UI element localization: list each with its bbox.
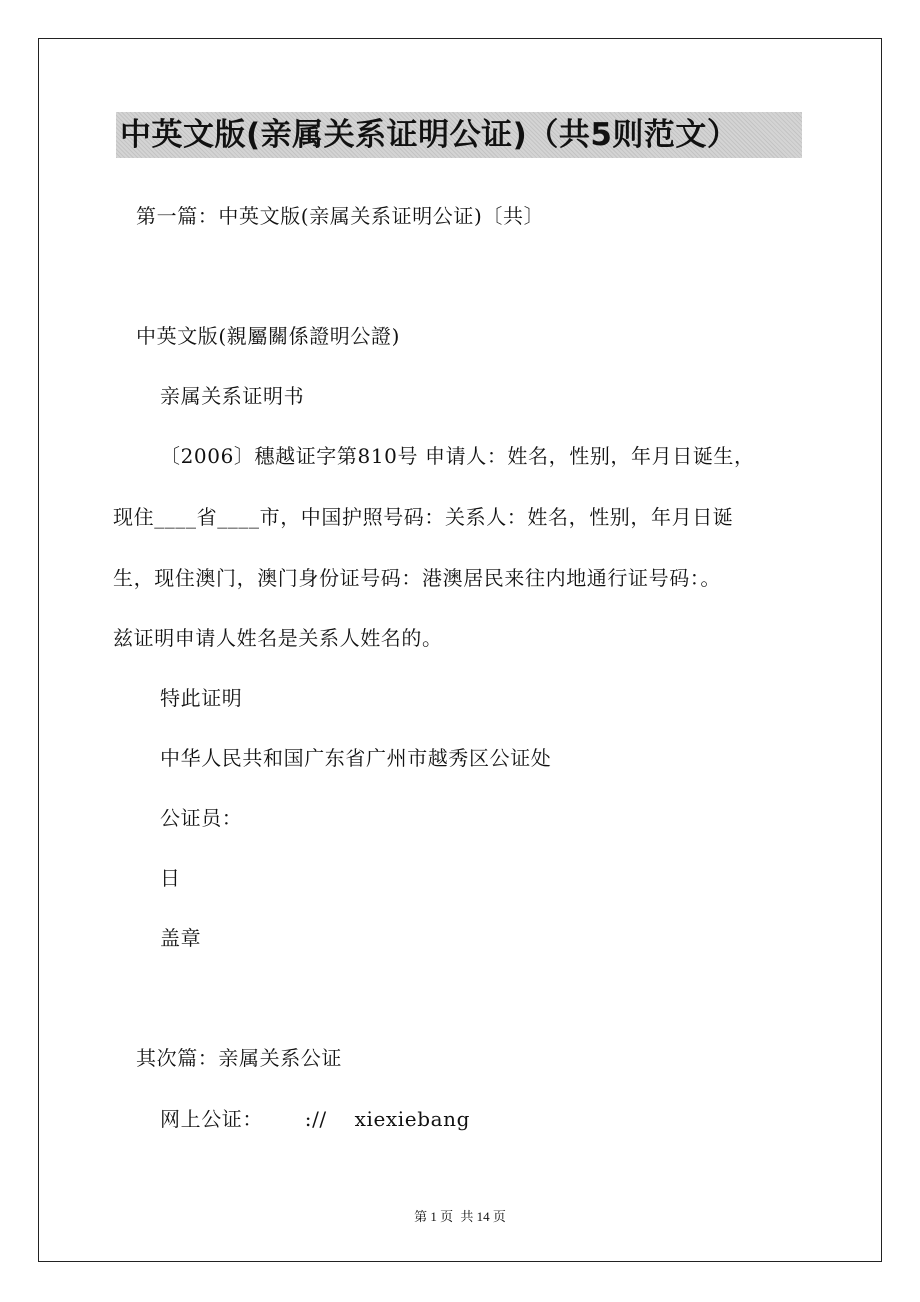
paragraph-line: 生，现住澳门，澳门身份证号码：港澳居民来往内地通行证号码：。 bbox=[113, 566, 721, 590]
section-heading-1: 第一篇：中英文版(亲属关系证明公证)〔共〕 bbox=[136, 204, 545, 228]
page-number: 第 1 页 bbox=[414, 1209, 454, 1224]
notary-office: 中华人民共和国广东省广州市越秀区公证处 bbox=[160, 746, 552, 770]
document-title: 中英文版(亲属关系证明公证)（共5则范文） bbox=[116, 112, 802, 158]
online-notary-line: 网上公证： :// xiexiebang bbox=[160, 1107, 471, 1131]
page-footer bbox=[0, 1206, 920, 1225]
paragraph-line: 兹证明申请人姓名是关系人姓名的。 bbox=[113, 626, 443, 650]
date-label: 日 bbox=[160, 866, 181, 890]
closing-statement: 特此证明 bbox=[160, 686, 243, 710]
paragraph-line: 现住____省____市，中国护照号码：关系人：姓名，性别，年月日诞 bbox=[113, 505, 734, 529]
paragraph-line: 〔2006〕穗越证字第810号 申请人：姓名，性别，年月日诞生， bbox=[160, 444, 755, 468]
notary-label: 公证员： bbox=[160, 806, 243, 830]
subtitle-traditional: 中英文版(親屬關係證明公證) bbox=[136, 324, 401, 348]
certificate-title: 亲属关系证明书 bbox=[160, 384, 305, 408]
page-total: 共 14 页 bbox=[460, 1209, 506, 1224]
section-heading-2: 其次篇：亲属关系公证 bbox=[136, 1046, 342, 1070]
seal-label: 盖章 bbox=[160, 926, 202, 950]
